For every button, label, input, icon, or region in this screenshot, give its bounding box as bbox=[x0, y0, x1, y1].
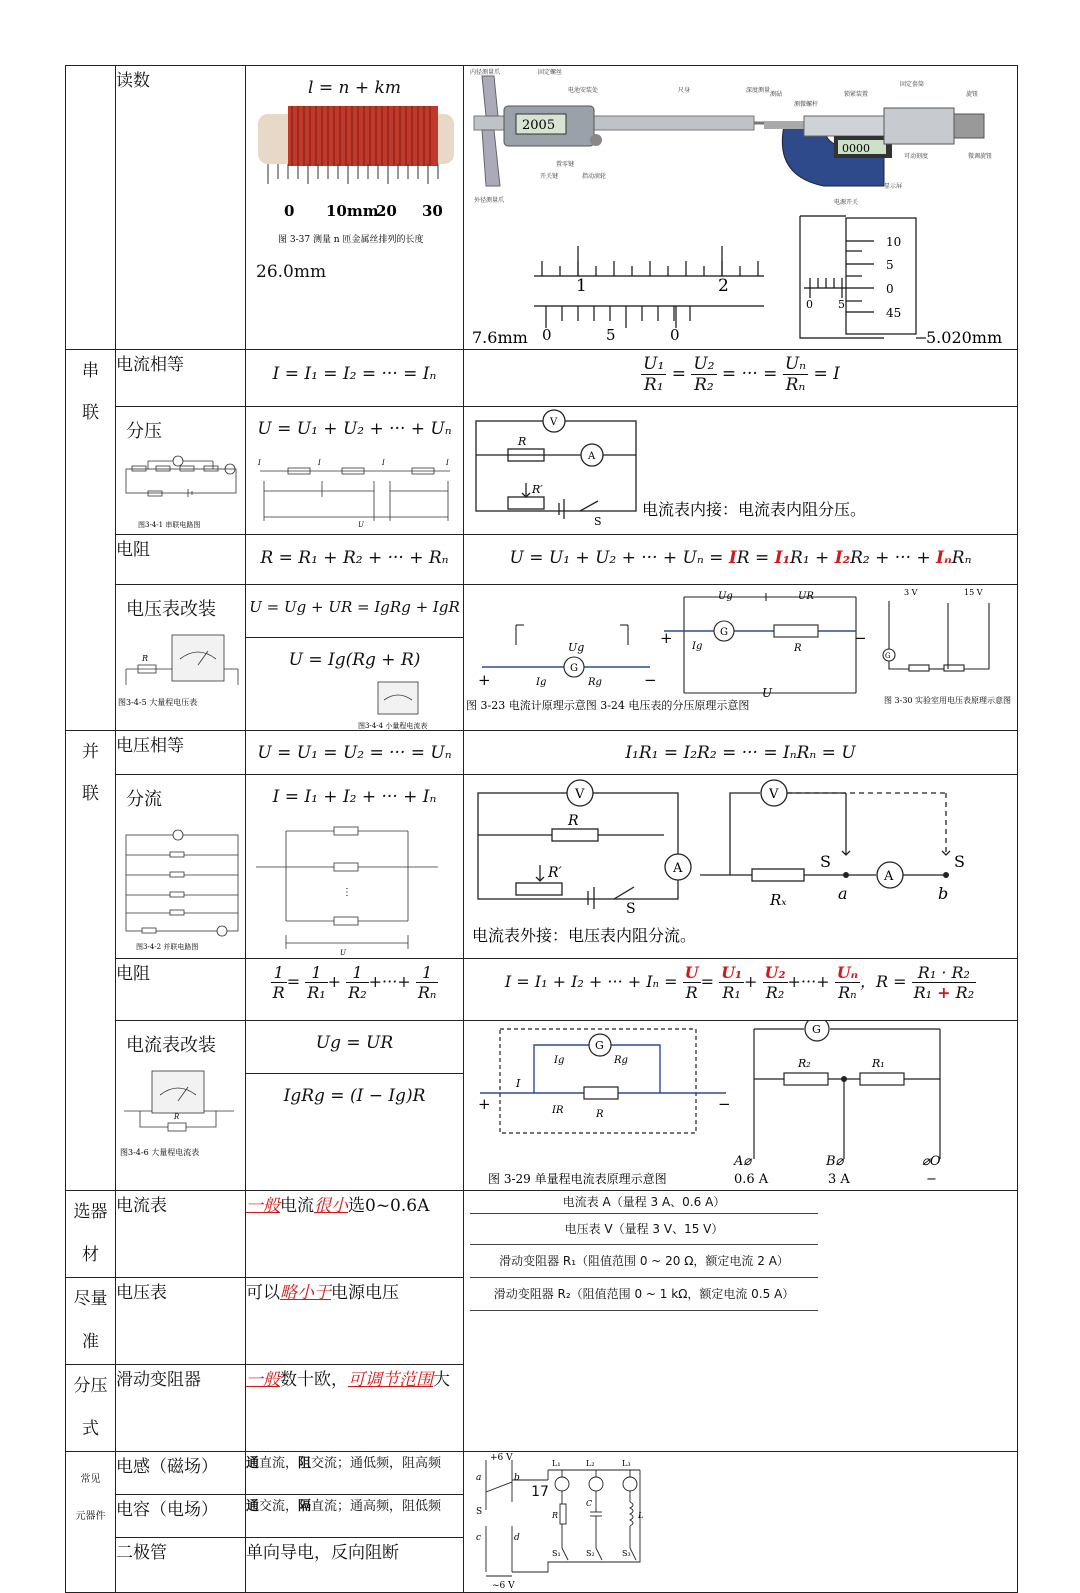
ammeter-symbol: A bbox=[588, 451, 596, 462]
svg-text:U: U bbox=[358, 521, 364, 529]
section-components: 常见 元器件 bbox=[66, 1452, 116, 1593]
svg-text:a: a bbox=[476, 1473, 482, 1483]
micro-tick-5: 5 bbox=[886, 258, 894, 272]
formula-divide-voltage: U = U₁ + U₂ + ··· + Uₙ bbox=[257, 419, 452, 439]
section-select-2: 尽量准 bbox=[66, 1278, 116, 1365]
ammeter-principle-diagram bbox=[464, 1021, 1016, 1189]
svg-text:A: A bbox=[884, 869, 894, 884]
micro-tick-45: 45 bbox=[886, 306, 902, 320]
divide-label-cell bbox=[116, 407, 246, 535]
section-select-1: 选器材 bbox=[66, 1191, 116, 1278]
svg-text:Ig: Ig bbox=[536, 677, 547, 688]
svg-text:L₃: L₃ bbox=[622, 1459, 631, 1468]
ammeter-caption: 图 3-29 单量程电流表原理示意图 bbox=[488, 1172, 667, 1186]
svg-text:UR: UR bbox=[798, 591, 814, 602]
svg-text:−: − bbox=[854, 629, 867, 647]
formula-series-resistance: R = R₁ + R₂ + ··· + Rₙ bbox=[246, 535, 464, 585]
caliper-photo bbox=[470, 68, 770, 204]
select-voltmeter-text: 可以略小于电源电压 bbox=[246, 1278, 464, 1365]
parallel-current-diagram bbox=[248, 817, 462, 957]
svg-text:Ug: Ug bbox=[568, 641, 585, 654]
svg-text:可动刻度: 可动刻度 bbox=[904, 153, 929, 160]
ruler-cell bbox=[246, 66, 464, 350]
voltmeter-diagram-cell bbox=[464, 585, 1018, 731]
row-parallel-divide bbox=[66, 775, 1018, 959]
svg-text:I: I bbox=[318, 459, 321, 467]
svg-text:S: S bbox=[476, 1507, 483, 1517]
svg-text:⌀O: ⌀O bbox=[922, 1154, 941, 1169]
caliper-display: 2005 bbox=[522, 118, 556, 133]
label-inductor: 电感（磁场） bbox=[116, 1452, 246, 1495]
svg-text:内径测量爪: 内径测量爪 bbox=[470, 69, 501, 76]
svg-text:A: A bbox=[673, 861, 683, 876]
label-diode: 二极管 bbox=[116, 1538, 246, 1593]
caliper-cell bbox=[464, 66, 1018, 350]
ruler-tick-30: 30 bbox=[422, 202, 443, 220]
micro-main-5: 5 bbox=[838, 298, 845, 311]
micrometer-scale bbox=[800, 216, 926, 338]
ruler-caption: 图 3-37 测量 n 匝金属丝排列的长度 bbox=[278, 235, 424, 245]
svg-text:R: R bbox=[596, 1109, 604, 1120]
ruler-tick-0: 0 bbox=[284, 202, 295, 220]
formula-parallel-voltage: U = U₁ = U₂ = ··· = Uₙ bbox=[246, 731, 464, 775]
row-reading bbox=[66, 66, 1018, 350]
formula-series-full: U = U₁ + U₂ + ··· + Uₙ = IR = I₁R₁ + I₂R₂ + ··· + IₙRₙ bbox=[464, 535, 1018, 585]
svg-text:⋮: ⋮ bbox=[342, 887, 352, 898]
svg-text:R: R bbox=[142, 654, 149, 663]
ammeter-outer-note: 电流表外接：电压表内阻分流。 bbox=[472, 926, 697, 945]
coil-windings bbox=[288, 106, 438, 166]
svg-text:U: U bbox=[340, 949, 346, 957]
svg-text:S: S bbox=[626, 901, 636, 917]
component-circuit-cell bbox=[464, 1452, 1018, 1593]
svg-text:~6 V: ~6 V bbox=[492, 1581, 515, 1591]
svg-text:S: S bbox=[820, 852, 831, 871]
vernier-value: 7.6mm bbox=[472, 328, 528, 347]
svg-text:+: + bbox=[660, 629, 673, 647]
svg-text:15 V: 15 V bbox=[964, 588, 983, 597]
svg-text:显示屏: 显示屏 bbox=[884, 183, 903, 190]
formula-ammeter-2: IgRg = (I − Ig)R bbox=[283, 1086, 426, 1106]
svg-text:S₂: S₂ bbox=[586, 1549, 595, 1558]
ammeter-outer-circuit bbox=[464, 775, 1016, 957]
divide-current-formula-cell bbox=[246, 775, 464, 959]
equipment-item: 滑动变阻器 R₁（阻值范围 0 ~ 20 Ω，额定电流 2 A） bbox=[470, 1245, 818, 1278]
row-series-resistance bbox=[66, 535, 1018, 585]
large-voltmeter-thumb bbox=[116, 625, 244, 715]
svg-text:S₃: S₃ bbox=[622, 1549, 631, 1558]
row-ammeter-mod bbox=[66, 1021, 1018, 1191]
svg-text:a: a bbox=[838, 884, 848, 903]
vernier-sub-5: 5 bbox=[606, 326, 616, 344]
small-ammeter-thumb bbox=[358, 678, 458, 732]
svg-text:G: G bbox=[812, 1023, 821, 1036]
svg-text:R′: R′ bbox=[532, 483, 543, 496]
svg-text:电源开关: 电源开关 bbox=[834, 199, 859, 206]
vernier-scale bbox=[534, 246, 764, 328]
svg-text:IR: IR bbox=[552, 1105, 564, 1116]
diode-text: 单向导电，反向阻断 bbox=[246, 1538, 464, 1593]
row-parallel-resistance bbox=[66, 959, 1018, 1021]
section-select-3: 分压式 bbox=[66, 1365, 116, 1452]
section-parallel: 并 联 bbox=[66, 731, 116, 1191]
svg-text:R₁: R₁ bbox=[872, 1057, 885, 1070]
label-parallel-resistance: 电阻 bbox=[116, 959, 246, 1021]
row-series-divide bbox=[66, 407, 1018, 535]
svg-text:Rg: Rg bbox=[614, 1055, 628, 1066]
divide-current-diagram-cell bbox=[464, 775, 1018, 959]
svg-text:c: c bbox=[476, 1533, 482, 1543]
equipment-item: 滑动变阻器 R₂（阻值范围 0 ~ 1 kΩ，额定电流 0.5 A） bbox=[470, 1278, 818, 1311]
vernier-sub-0b: 0 bbox=[670, 326, 680, 344]
label-parallel-voltage: 电压相等 bbox=[116, 731, 246, 775]
ammeter-inner-circuit bbox=[464, 407, 1016, 533]
micro-main-0: 0 bbox=[806, 298, 813, 311]
svg-text:Ug: Ug bbox=[718, 591, 733, 602]
svg-text:图3-4-2 并联电路图: 图3-4-2 并联电路图 bbox=[136, 943, 199, 951]
svg-text:S₁: S₁ bbox=[552, 1549, 561, 1558]
svg-text:图3-4-6 大量程电流表: 图3-4-6 大量程电流表 bbox=[120, 1148, 200, 1157]
svg-text:b: b bbox=[514, 1473, 520, 1483]
row-voltmeter-mod bbox=[66, 585, 1018, 731]
formula-series-ratio: $\frac{\text{U₁}}{\text{R₁}}$ = $\frac{\text{U₂}}{\text{R₂}}$ = ··· = $\frac{\text{Uₙ}}{\text{Rₙ}}$ = I bbox=[464, 350, 1018, 407]
svg-text:−: − bbox=[926, 1172, 937, 1187]
divide-diagram-cell bbox=[464, 407, 1018, 535]
svg-text:L₂: L₂ bbox=[586, 1459, 595, 1468]
svg-text:I: I bbox=[382, 459, 385, 467]
svg-text:R₂: R₂ bbox=[798, 1057, 811, 1070]
section-series: 串 联 bbox=[66, 350, 116, 731]
svg-text:d: d bbox=[514, 1533, 520, 1543]
coil-ruler-photo bbox=[248, 104, 464, 254]
svg-text:旋钮: 旋钮 bbox=[966, 91, 979, 98]
inductor-text: 通直流，阻交流；通低频，阻高频 bbox=[246, 1452, 464, 1495]
svg-text:Ig: Ig bbox=[554, 1055, 565, 1066]
svg-text:I: I bbox=[516, 1077, 521, 1090]
divide-formula-cell bbox=[246, 407, 464, 535]
equipment-item: 电流表 A（量程 3 A、0.6 A） bbox=[470, 1191, 818, 1214]
svg-text:−: − bbox=[718, 1095, 731, 1113]
series-voltage-diagram bbox=[250, 451, 464, 531]
label-divide-voltage: 分压 bbox=[126, 421, 162, 442]
svg-text:图3-4-1 串联电路图: 图3-4-1 串联电路图 bbox=[138, 521, 201, 529]
svg-text:G: G bbox=[595, 1039, 604, 1052]
vernier-main-ticks bbox=[542, 246, 758, 276]
svg-text:G: G bbox=[885, 652, 891, 660]
svg-text:固定套筒: 固定套筒 bbox=[900, 81, 925, 88]
svg-text:L: L bbox=[638, 1511, 644, 1520]
svg-text:+6 V: +6 V bbox=[490, 1453, 513, 1463]
ruler-value: 26.0mm bbox=[256, 262, 327, 282]
divide-current-label-cell bbox=[116, 775, 246, 959]
voltmeter-caption-3-30: 图 3-30 实验室用电压表原理示意图 bbox=[884, 696, 1012, 705]
label-divide-current: 分流 bbox=[126, 789, 162, 810]
formula-ammeter-1: Ug = UR bbox=[246, 1021, 463, 1074]
micrometer-display: 0000 bbox=[842, 142, 870, 155]
row-select-ammeter bbox=[66, 1191, 1018, 1278]
svg-text:R: R bbox=[794, 643, 802, 654]
formula-parallel-full: I = I₁ + I₂ + ··· + Iₙ = $\frac{U}{R}$ = $\frac{\text{U₁}}{\text{R₁}}$ + $\frac{\text{U₂}}{\text{R₂}}$ +···+ $\frac{\text{Uₙ}}{\text{Rₙ}}$ ，R = $\frac{\text{R₁ · R₂}}{\text{R₁ + R₂}}$ bbox=[464, 959, 1018, 1021]
ruler-tick-10: 10mm bbox=[326, 202, 379, 220]
micrometer-value: 5.020mm bbox=[926, 328, 1003, 347]
row-parallel-voltage bbox=[66, 731, 1018, 775]
formula-voltmeter-1: U = Ug + UR = IgRg + IgR bbox=[246, 585, 463, 638]
svg-text:R: R bbox=[552, 1511, 559, 1520]
svg-text:指动滚轮: 指动滚轮 bbox=[582, 173, 607, 180]
label-select-voltmeter: 电压表 bbox=[116, 1278, 246, 1365]
svg-text:锁紧装置: 锁紧装置 bbox=[844, 91, 869, 98]
physics-summary-table bbox=[65, 65, 1018, 1593]
svg-text:Rₓ: Rₓ bbox=[770, 891, 787, 909]
svg-text:b: b bbox=[938, 884, 949, 903]
formula-voltmeter-2: U = Ig(Rg + R) bbox=[288, 650, 421, 670]
label-select-ammeter: 电流表 bbox=[116, 1191, 246, 1278]
vernier-sub-ticks bbox=[546, 306, 690, 328]
formula-parallel-resistance: $\frac{1}{R}$ = $\frac{1}{\text{R₁}}$ + $\frac{1}{\text{R₂}}$ +···+ $\frac{1}{\text{Rₙ}}$ bbox=[246, 959, 464, 1021]
capacitor-text: 通交流，隔直流；通高频，阻低频 bbox=[246, 1495, 464, 1538]
voltmeter-symbol-2: V bbox=[575, 787, 585, 802]
svg-text:S: S bbox=[954, 852, 965, 871]
svg-text:测砧: 测砧 bbox=[770, 91, 783, 98]
row-series-current bbox=[66, 350, 1018, 407]
ammeter-inner-note: 电流表内接：电流表内阻分压。 bbox=[642, 500, 867, 519]
series-circuit-thumb bbox=[118, 451, 244, 531]
svg-text:深度测量: 深度测量 bbox=[746, 87, 771, 94]
label-select-rheostat: 滑动变阻器 bbox=[116, 1365, 246, 1452]
svg-text:A⌀: A⌀ bbox=[734, 1154, 752, 1169]
svg-text:R: R bbox=[518, 435, 527, 448]
svg-text:0.6 A: 0.6 A bbox=[734, 1172, 769, 1187]
lc-circuit-diagram bbox=[472, 1452, 672, 1592]
micrometer-photo bbox=[764, 80, 992, 206]
label-series-resistance: 电阻 bbox=[116, 535, 246, 585]
ammeter-diagram-cell bbox=[464, 1021, 1018, 1191]
reading-formula: l = n + km bbox=[308, 78, 401, 98]
ammeter-formula-cell bbox=[246, 1021, 464, 1191]
label-voltmeter-mod: 电压表改装 bbox=[126, 599, 216, 620]
large-ammeter-thumb bbox=[116, 1067, 244, 1167]
equipment-item: 电压表 V（量程 3 V、15 V） bbox=[470, 1214, 818, 1245]
svg-text:Rg: Rg bbox=[588, 677, 602, 688]
svg-text:外径测量爪: 外径测量爪 bbox=[474, 197, 505, 204]
svg-text:固定螺丝: 固定螺丝 bbox=[538, 69, 563, 76]
micro-tick-0: 0 bbox=[886, 282, 894, 296]
formula-parallel-ir: I₁R₁ = I₂R₂ = ··· = IₙRₙ = U bbox=[464, 731, 1018, 775]
vernier-sub-0: 0 bbox=[542, 326, 552, 344]
svg-text:R′: R′ bbox=[548, 865, 562, 881]
svg-text:+: + bbox=[478, 1095, 491, 1113]
voltmeter-principle-diagram bbox=[464, 585, 1016, 717]
voltmeter-caption-main: 图 3-23 电流计原理示意图 3-24 电压表的分压原理示意图 bbox=[466, 699, 750, 712]
formula-series-current: I = I₁ = I₂ = ··· = Iₙ bbox=[246, 350, 464, 407]
svg-text:电池安装处: 电池安装处 bbox=[568, 87, 599, 94]
vernier-main-1: 1 bbox=[576, 276, 587, 296]
equipment-list bbox=[470, 1191, 818, 1311]
label-series-current: 电流相等 bbox=[116, 350, 246, 407]
voltmeter-label-cell bbox=[116, 585, 246, 731]
select-list-cell bbox=[464, 1191, 1018, 1452]
svg-text:R: R bbox=[568, 813, 579, 829]
voltmeter-symbol: V bbox=[550, 417, 558, 428]
vernier-main-2: 2 bbox=[718, 276, 729, 296]
svg-text:G: G bbox=[720, 627, 728, 638]
label-reading: 读数 bbox=[116, 66, 246, 350]
svg-text:Ig: Ig bbox=[692, 641, 703, 652]
svg-text:图3-4-4 小量程电流表: 图3-4-4 小量程电流表 bbox=[358, 722, 428, 730]
select-ammeter-text: 一般电流很小选0~0.6A bbox=[246, 1191, 464, 1278]
ammeter-label-cell bbox=[116, 1021, 246, 1191]
svg-text:微调旋钮: 微调旋钮 bbox=[968, 153, 993, 160]
svg-text:U: U bbox=[762, 686, 773, 700]
caliper-micrometer-diagram bbox=[464, 66, 1016, 348]
voltmeter-formula-cell bbox=[246, 585, 464, 731]
svg-text:L₁: L₁ bbox=[552, 1459, 561, 1468]
svg-text:测微螺杆: 测微螺杆 bbox=[794, 101, 819, 108]
select-rheostat-text: 一般数十欧，可调节范围大 bbox=[246, 1365, 464, 1452]
label-ammeter-mod: 电流表改装 bbox=[126, 1035, 216, 1056]
parallel-circuit-thumb bbox=[116, 829, 244, 953]
page-number: 17 bbox=[531, 1484, 549, 1500]
svg-text:I: I bbox=[258, 459, 261, 467]
svg-text:置零键: 置零键 bbox=[556, 161, 575, 168]
svg-text:V: V bbox=[769, 787, 779, 802]
svg-text:R: R bbox=[174, 1113, 180, 1121]
svg-text:S: S bbox=[594, 515, 602, 528]
svg-text:开关键: 开关键 bbox=[540, 173, 559, 180]
svg-text:B⌀: B⌀ bbox=[826, 1154, 844, 1169]
svg-text:+: + bbox=[478, 671, 491, 689]
svg-text:G: G bbox=[570, 663, 578, 674]
svg-text:−: − bbox=[644, 671, 657, 689]
svg-text:3 V: 3 V bbox=[904, 588, 918, 597]
svg-text:I: I bbox=[446, 459, 449, 467]
ruler-tick-20: 20 bbox=[376, 202, 397, 220]
svg-text:C: C bbox=[586, 1499, 593, 1508]
micro-tick-10: 10 bbox=[886, 235, 902, 249]
svg-text:尺身: 尺身 bbox=[678, 87, 691, 94]
formula-divide-current: I = I₁ + I₂ + ··· + Iₙ bbox=[272, 787, 437, 807]
svg-text:3 A: 3 A bbox=[828, 1172, 850, 1187]
svg-text:图3-4-5 大量程电压表: 图3-4-5 大量程电压表 bbox=[118, 698, 198, 707]
label-capacitor: 电容（电场） bbox=[116, 1495, 246, 1538]
